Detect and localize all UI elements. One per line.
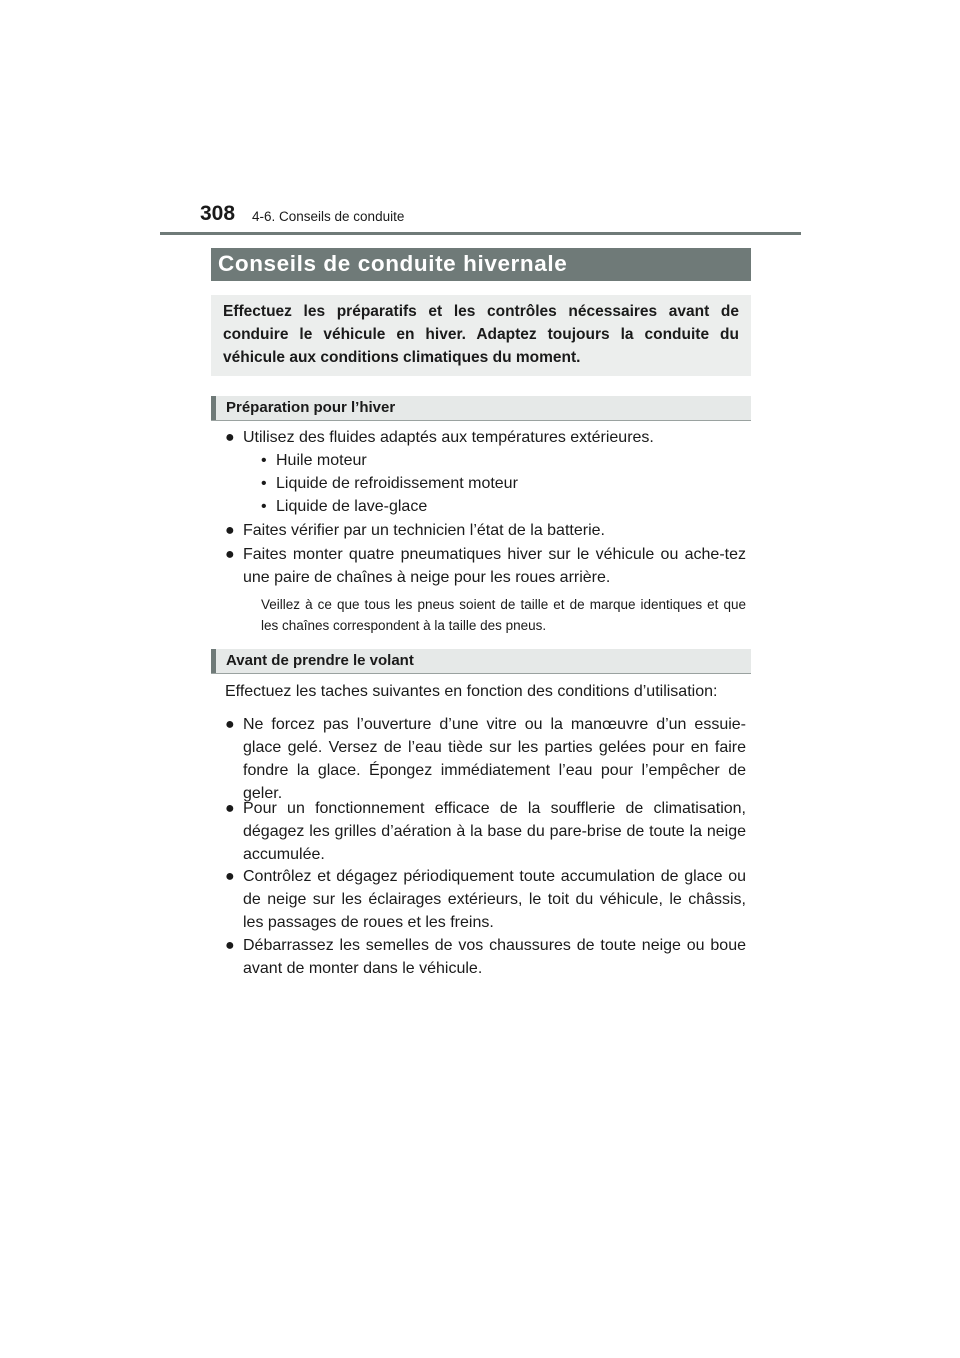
intro-box bbox=[211, 295, 751, 376]
section-heading-label: Préparation pour l’hiver bbox=[226, 399, 396, 416]
bullet-marker: ● bbox=[225, 937, 235, 954]
list-item-text: Pour un fonctionnement efficace de la soufflerie de climatisation, dégagez les grilles d’aération à la base du pare-brise de toute la neige accumulée. bbox=[243, 800, 746, 863]
note-text: Veillez à ce que tous les pneus soient de taille et de marque identiques et que les chaînes correspondent à la taille des pneus. bbox=[261, 597, 746, 633]
breadcrumb: 4-6. Conseils de conduite bbox=[252, 209, 405, 224]
section-heading-label: Avant de prendre le volant bbox=[226, 652, 414, 669]
bullet-marker: ● bbox=[225, 429, 235, 446]
section-heading-before-driving bbox=[211, 649, 751, 674]
section-heading-preparation bbox=[211, 396, 751, 421]
bullet-marker: ● bbox=[225, 522, 235, 539]
bullet-marker: ● bbox=[225, 546, 235, 563]
title-bar bbox=[211, 248, 751, 281]
header-rule bbox=[160, 232, 801, 235]
list-item-text: Faites vérifier par un technicien l’état de la batterie. bbox=[243, 522, 605, 539]
sub-list-item-text: Huile moteur bbox=[276, 452, 367, 469]
sub-list-item-text: Liquide de refroidissement moteur bbox=[276, 475, 518, 492]
sub-bullet-marker: • bbox=[261, 498, 267, 515]
list-item-text: Utilisez des fluides adaptés aux températures extérieures. bbox=[243, 429, 654, 446]
bullet-marker: ● bbox=[225, 868, 235, 885]
sub-bullet-marker: • bbox=[261, 452, 267, 469]
list-item-text: Faites monter quatre pneumatiques hiver sur le véhicule ou ache-tez une paire de chaînes à neige pour les roues arrière. bbox=[243, 546, 746, 586]
intro-text: Effectuez les préparatifs et les contrôles nécessaires avant de conduire le véhicule en hiver. Adaptez toujours la conduite du véhicule aux conditions climatiques du moment. bbox=[223, 303, 739, 366]
bullet-marker: ● bbox=[225, 800, 235, 817]
section-intro-text: Effectuez les taches suivantes en fonction des conditions d’utilisation: bbox=[225, 683, 718, 700]
page-header bbox=[200, 200, 800, 234]
sub-bullet-marker: • bbox=[261, 475, 267, 492]
sub-list-item-text: Liquide de lave-glace bbox=[276, 498, 428, 515]
bullet-marker: ● bbox=[225, 716, 235, 733]
list-item-text: Ne forcez pas l’ouverture d’une vitre ou la manœuvre d’un essuie-glace gelé. Versez de l’eau tiède sur les parties gelées pour en faire fondre la glace. Épongez immédiatement l’eau pour l’empêcher de geler. bbox=[243, 716, 746, 802]
page-number: 308 bbox=[200, 202, 236, 225]
page-title: Conseils de conduite hivernale bbox=[218, 251, 568, 276]
list-item-text: Contrôlez et dégagez périodiquement toute accumulation de glace ou de neige sur les éclairages extérieurs, le toit du véhicule, le châssis, les passages de roues et les freins. bbox=[243, 868, 746, 931]
list-item-text: Débarrassez les semelles de vos chaussures de toute neige ou boue avant de monter dans le véhicule. bbox=[243, 937, 746, 977]
